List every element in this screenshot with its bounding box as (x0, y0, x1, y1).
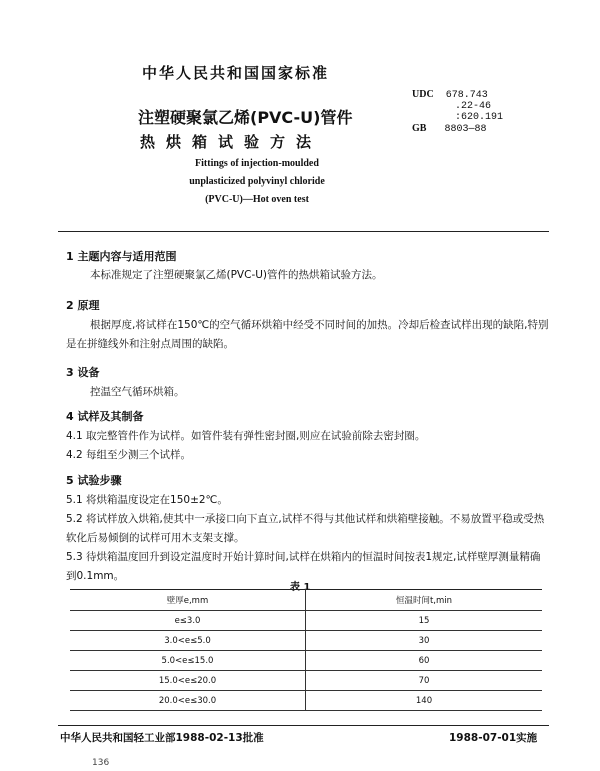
english-title-line-3: (PVC-U)—Hot oven test (205, 194, 309, 205)
section-3-body: 控温空气循环烘箱。 (90, 386, 185, 398)
gb-line (412, 123, 503, 135)
section-2-heading: 2 原理 (66, 299, 100, 312)
classification-block (412, 89, 503, 135)
time-cell: 70 (306, 671, 543, 691)
gb-label: GB (412, 123, 427, 134)
english-title-line-1: Fittings of injection-moulded (195, 158, 319, 169)
clause-5-2: 5.2 将试样放入烘箱,使其中一承接口向下直立,试样不得与其他试样和烘箱壁接触。不易放置平稳或受热软化后易倾倒的试样可用木支架支撑。 (66, 513, 545, 544)
time-cell: 60 (306, 651, 543, 671)
section-3-heading: 3 设备 (66, 366, 100, 379)
section-2-body: 根据厚度,将试样在150℃的空气循环烘箱中经受不同时间的加热。冷却后检查试样出现的缺陷,特别是在拼缝线外和注射点周围的缺陷。 (66, 319, 549, 350)
time-cell: 15 (306, 611, 543, 631)
table-row (70, 611, 542, 631)
section-4-heading: 4 试样及其制备 (66, 410, 144, 423)
udc-label: UDC (412, 89, 434, 100)
thickness-cell: 20.0<e≤30.0 (70, 691, 306, 711)
english-title-line-2: unplasticized polyvinyl chloride (189, 176, 325, 187)
column-header-time: 恒温时间t,min (306, 590, 543, 611)
section-1-body: 本标准规定了注塑硬聚氯乙烯(PVC-U)管件的热烘箱试验方法。 (90, 269, 383, 281)
clause-5-3: 5.3 待烘箱温度回升到设定温度时开始计算时间,试样在烘箱内的恒温时间按表1规定,试样壁厚测量精确到0.1mm。 (66, 551, 541, 582)
issuing-authority: 中华人民共和国国家标准 (142, 64, 330, 82)
udc-code-3: :620.191 (455, 112, 504, 123)
udc-line (412, 89, 503, 101)
document-title: 注塑硬聚氯乙烯(PVC-U)管件 (138, 108, 353, 127)
table-row (70, 671, 542, 691)
holding-time-table (70, 589, 542, 711)
udc-code-2: .22-46 (455, 101, 492, 112)
table-row (70, 651, 542, 671)
section-1-heading: 1 主题内容与适用范围 (66, 250, 177, 263)
clause-4-2: 4.2 每组至少测三个试样。 (66, 449, 192, 461)
table-row (70, 631, 542, 651)
gb-number: 8803—88 (444, 124, 487, 135)
footer-divider (58, 725, 549, 726)
implementation-date: 1988-07-01实施 (449, 732, 538, 744)
header-divider (58, 231, 549, 232)
clause-4-1: 4.1 取完整管件作为试样。如管件装有弹性密封圈,则应在试验前除去密封圈。 (66, 430, 426, 442)
clause-5-1: 5.1 将烘箱温度设定在150±2℃。 (66, 494, 228, 506)
table-header-row (70, 590, 542, 611)
column-header-thickness: 壁厚e,mm (70, 590, 306, 611)
time-cell: 140 (306, 691, 543, 711)
thickness-cell: e≤3.0 (70, 611, 306, 631)
thickness-cell: 3.0<e≤5.0 (70, 631, 306, 651)
time-cell: 30 (306, 631, 543, 651)
table-caption: 表 1 (290, 582, 311, 593)
table-row (70, 691, 542, 711)
thickness-cell: 5.0<e≤15.0 (70, 651, 306, 671)
udc-code-1: 678.743 (445, 90, 488, 101)
section-5-heading: 5 试验步骤 (66, 474, 122, 487)
approval-line: 中华人民共和国轻工业部1988-02-13批准 (60, 732, 264, 744)
page-number: 136 (92, 758, 110, 768)
thickness-cell: 15.0<e≤20.0 (70, 671, 306, 691)
document-subtitle: 热烘箱试验方法 (140, 133, 323, 151)
